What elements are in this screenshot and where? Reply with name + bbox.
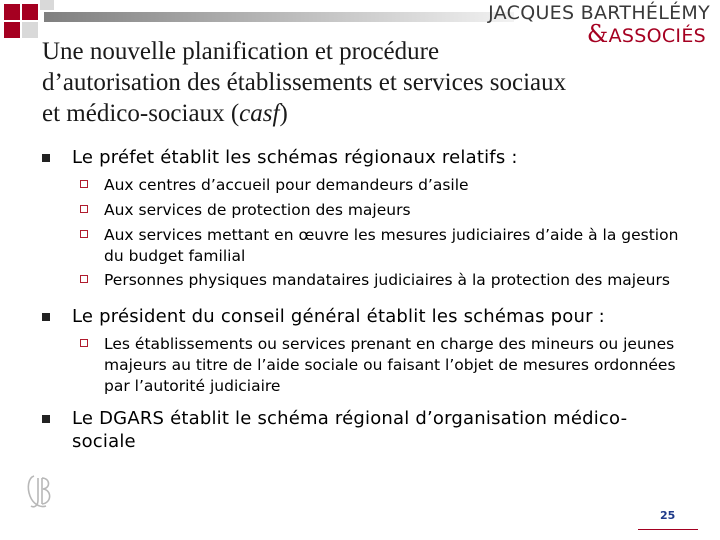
bullet-text: Le président du conseil général établit les schémas pour : bbox=[72, 306, 605, 327]
subitem bbox=[40, 200, 680, 221]
subitem-text: Personnes physiques mandataires judiciaires à la protection des majeurs bbox=[104, 271, 670, 289]
logo-ampersand: & bbox=[586, 20, 609, 48]
decor-square-gray-1 bbox=[22, 22, 38, 38]
subitem bbox=[40, 270, 680, 291]
decor-square-red-2 bbox=[22, 4, 38, 20]
decor-square-red-3 bbox=[4, 22, 20, 38]
bullet-text: Le préfet établit les schémas régionaux relatifs : bbox=[72, 147, 518, 168]
hollow-square-bullet-icon bbox=[80, 230, 88, 238]
firm-logo-line1: JACQUES BARTHÉLÉMY bbox=[488, 2, 710, 24]
bullet-president bbox=[40, 305, 680, 328]
title-line3-prefix: et médico-sociaux ( bbox=[42, 100, 240, 127]
bullet-dgars bbox=[40, 407, 680, 453]
sublist-president bbox=[40, 334, 680, 397]
subitem-text: Les établissements ou services prenant en charge des mineurs ou jeunes majeurs au titre de l’aide sociale ou faisant l’objet de mesures ordonnées par l’autorité judiciaire bbox=[104, 335, 676, 395]
subitem bbox=[40, 225, 680, 267]
slide-title bbox=[42, 36, 682, 129]
title-line3-suffix: ) bbox=[279, 100, 288, 127]
subitem-text: Aux services mettant en œuvre les mesures judiciaires d’aide à la gestion du budget familial bbox=[104, 226, 679, 265]
title-line3-italic: casf bbox=[239, 100, 280, 127]
subitem bbox=[40, 334, 680, 397]
square-bullet-icon bbox=[42, 415, 50, 423]
footer-underline bbox=[638, 529, 698, 530]
title-line-1: Une nouvelle planification et procédure bbox=[42, 38, 440, 65]
logo-associes: ASSOCIÉS bbox=[608, 25, 706, 47]
header-gradient-bar bbox=[44, 12, 514, 22]
hollow-square-bullet-icon bbox=[80, 339, 88, 347]
jb-monogram-logo bbox=[24, 470, 58, 514]
square-bullet-icon bbox=[42, 313, 50, 321]
title-line-2: d’autorisation des établissements et services sociaux bbox=[42, 69, 567, 96]
hollow-square-bullet-icon bbox=[80, 180, 88, 188]
page-number: 25 bbox=[660, 509, 676, 522]
subitem-text: Aux services de protection des majeurs bbox=[104, 201, 411, 219]
slide-body bbox=[40, 146, 680, 453]
hollow-square-bullet-icon bbox=[80, 275, 88, 283]
title-line-3 bbox=[42, 98, 682, 129]
square-bullet-icon bbox=[42, 154, 50, 162]
decor-square-red-1 bbox=[4, 4, 20, 20]
subitem bbox=[40, 175, 680, 196]
sublist-prefet bbox=[40, 175, 680, 291]
decor-square-gray-2 bbox=[40, 0, 54, 10]
hollow-square-bullet-icon bbox=[80, 205, 88, 213]
bullet-text: Le DGARS établit le schéma régional d’organisation médico-sociale bbox=[72, 408, 628, 452]
subitem-text: Aux centres d’accueil pour demandeurs d’asile bbox=[104, 176, 469, 194]
bullet-prefet bbox=[40, 146, 680, 169]
